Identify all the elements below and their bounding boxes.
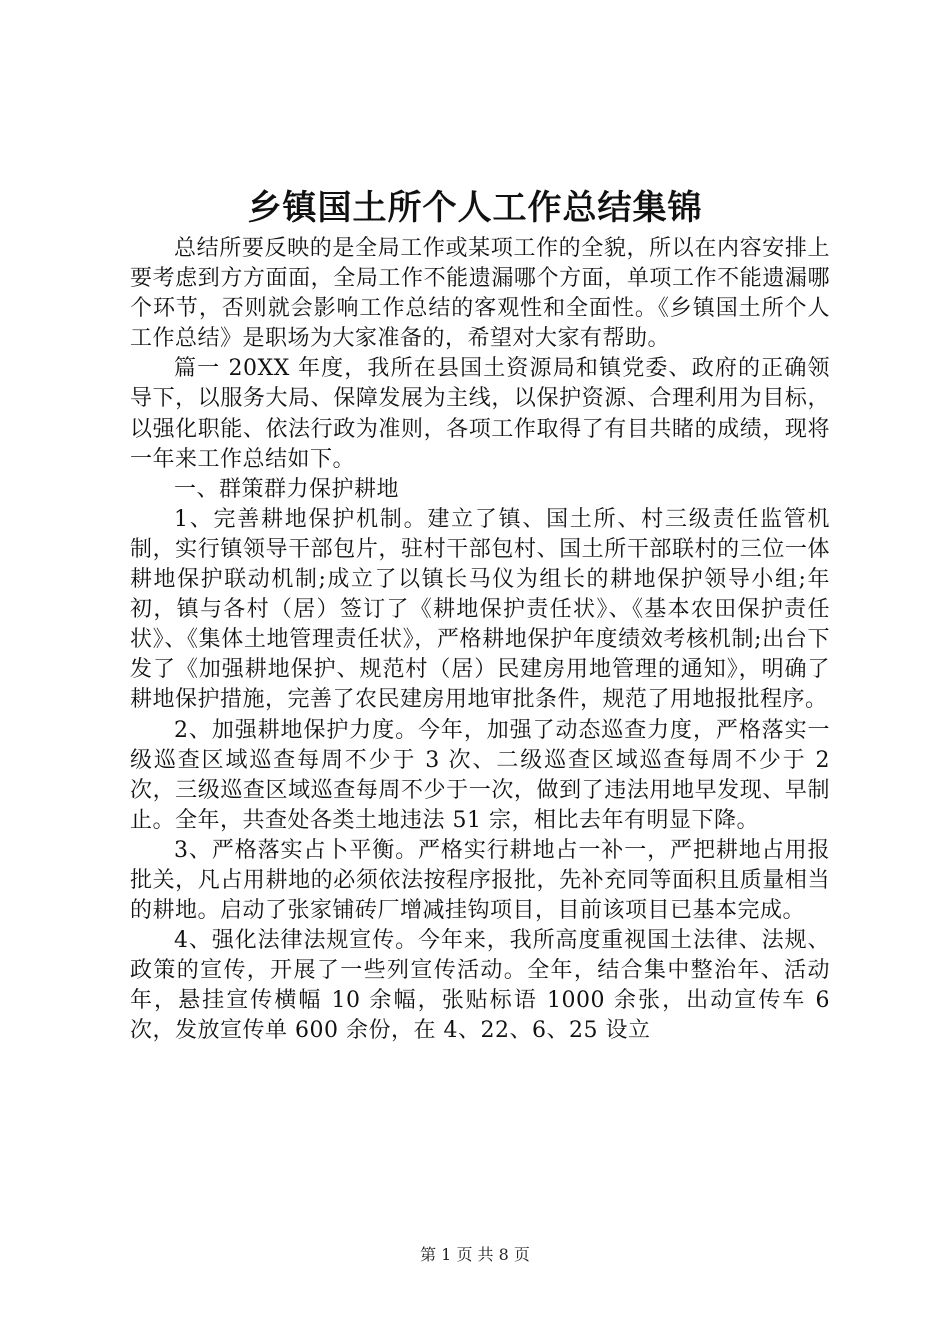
paragraph-intro: 总结所要反映的是全局工作或某项工作的全貌，所以在内容安排上要考虑到方方面面，全局工作不能遗漏哪个方面，单项工作不能遗漏哪个环节，否则就会影响工作总结的客观性和全面性。《乡镇国土所个人工作总结》是职场为大家准备的，希望对大家有帮助。 — [130, 236, 830, 352]
paragraph-item-2: 2、加强耕地保护力度。今年，加强了动态巡查力度，严格落实一级巡查区域巡查每周不少于 3 次、二级巡查区域巡查每周不少于 2 次，三级巡查区域巡查每周不少于一次，做到了违法用地早发现、早制止。全年，共查处各类土地违法 51 宗，相比去年有明显下降。 — [130, 717, 830, 833]
paragraph-chapter-one: 篇一 20XX 年度，我所在县国土资源局和镇党委、政府的正确领导下，以服务大局、保障发展为主线，以保护资源、合理利用为目标，以强化职能、依法行政为准则，各项工作取得了有目共睹的成绩，现将一年来工作总结如下。 — [130, 356, 830, 472]
page-number-footer: 第 1 页 共 8 页 — [420, 1245, 530, 1264]
document-title: 乡镇国土所个人工作总结集锦 — [247, 188, 703, 228]
paragraph-item-3: 3、严格落实占卜平衡。严格实行耕地占一补一，严把耕地占用报批关，凡占用耕地的必须依法按程序报批，先补充同等面积且质量相当的耕地。启动了张家铺砖厂增减挂钩项目，目前该项目已基本完成。 — [130, 837, 830, 924]
section-heading: 一、群策群力保护耕地 — [174, 476, 400, 502]
document-body — [130, 234, 830, 1047]
paragraph-item-1: 1、完善耕地保护机制。建立了镇、国土所、村三级责任监管机制，实行镇领导干部包片，驻村干部包村、国土所干部联村的三位一体耕地保护联动机制;成立了以镇长马仪为组长的耕地保护领导小组;年初，镇与各村（居）签订了《耕地保护责任状》、《基本农田保护责任状》、《集体土地管理责任状》，严格耕地保护年度绩效考核机制;出台下发了《加强耕地保护、规范村（居）民建房用地管理的通知》，明确了耕地保护措施，完善了农民建房用地审批条件，规范了用地报批程序。 — [130, 506, 830, 713]
paragraph-item-4: 4、强化法律法规宣传。今年来，我所高度重视国土法律、法规、政策的宣传，开展了一些列宣传活动。全年，结合集中整治年、活动年，悬挂宣传横幅 10 余幅，张贴标语 1000 余张，出动宣传车 6 次，发放宣传单 600 余份，在 4、22、6、25 设立 — [130, 928, 830, 1044]
